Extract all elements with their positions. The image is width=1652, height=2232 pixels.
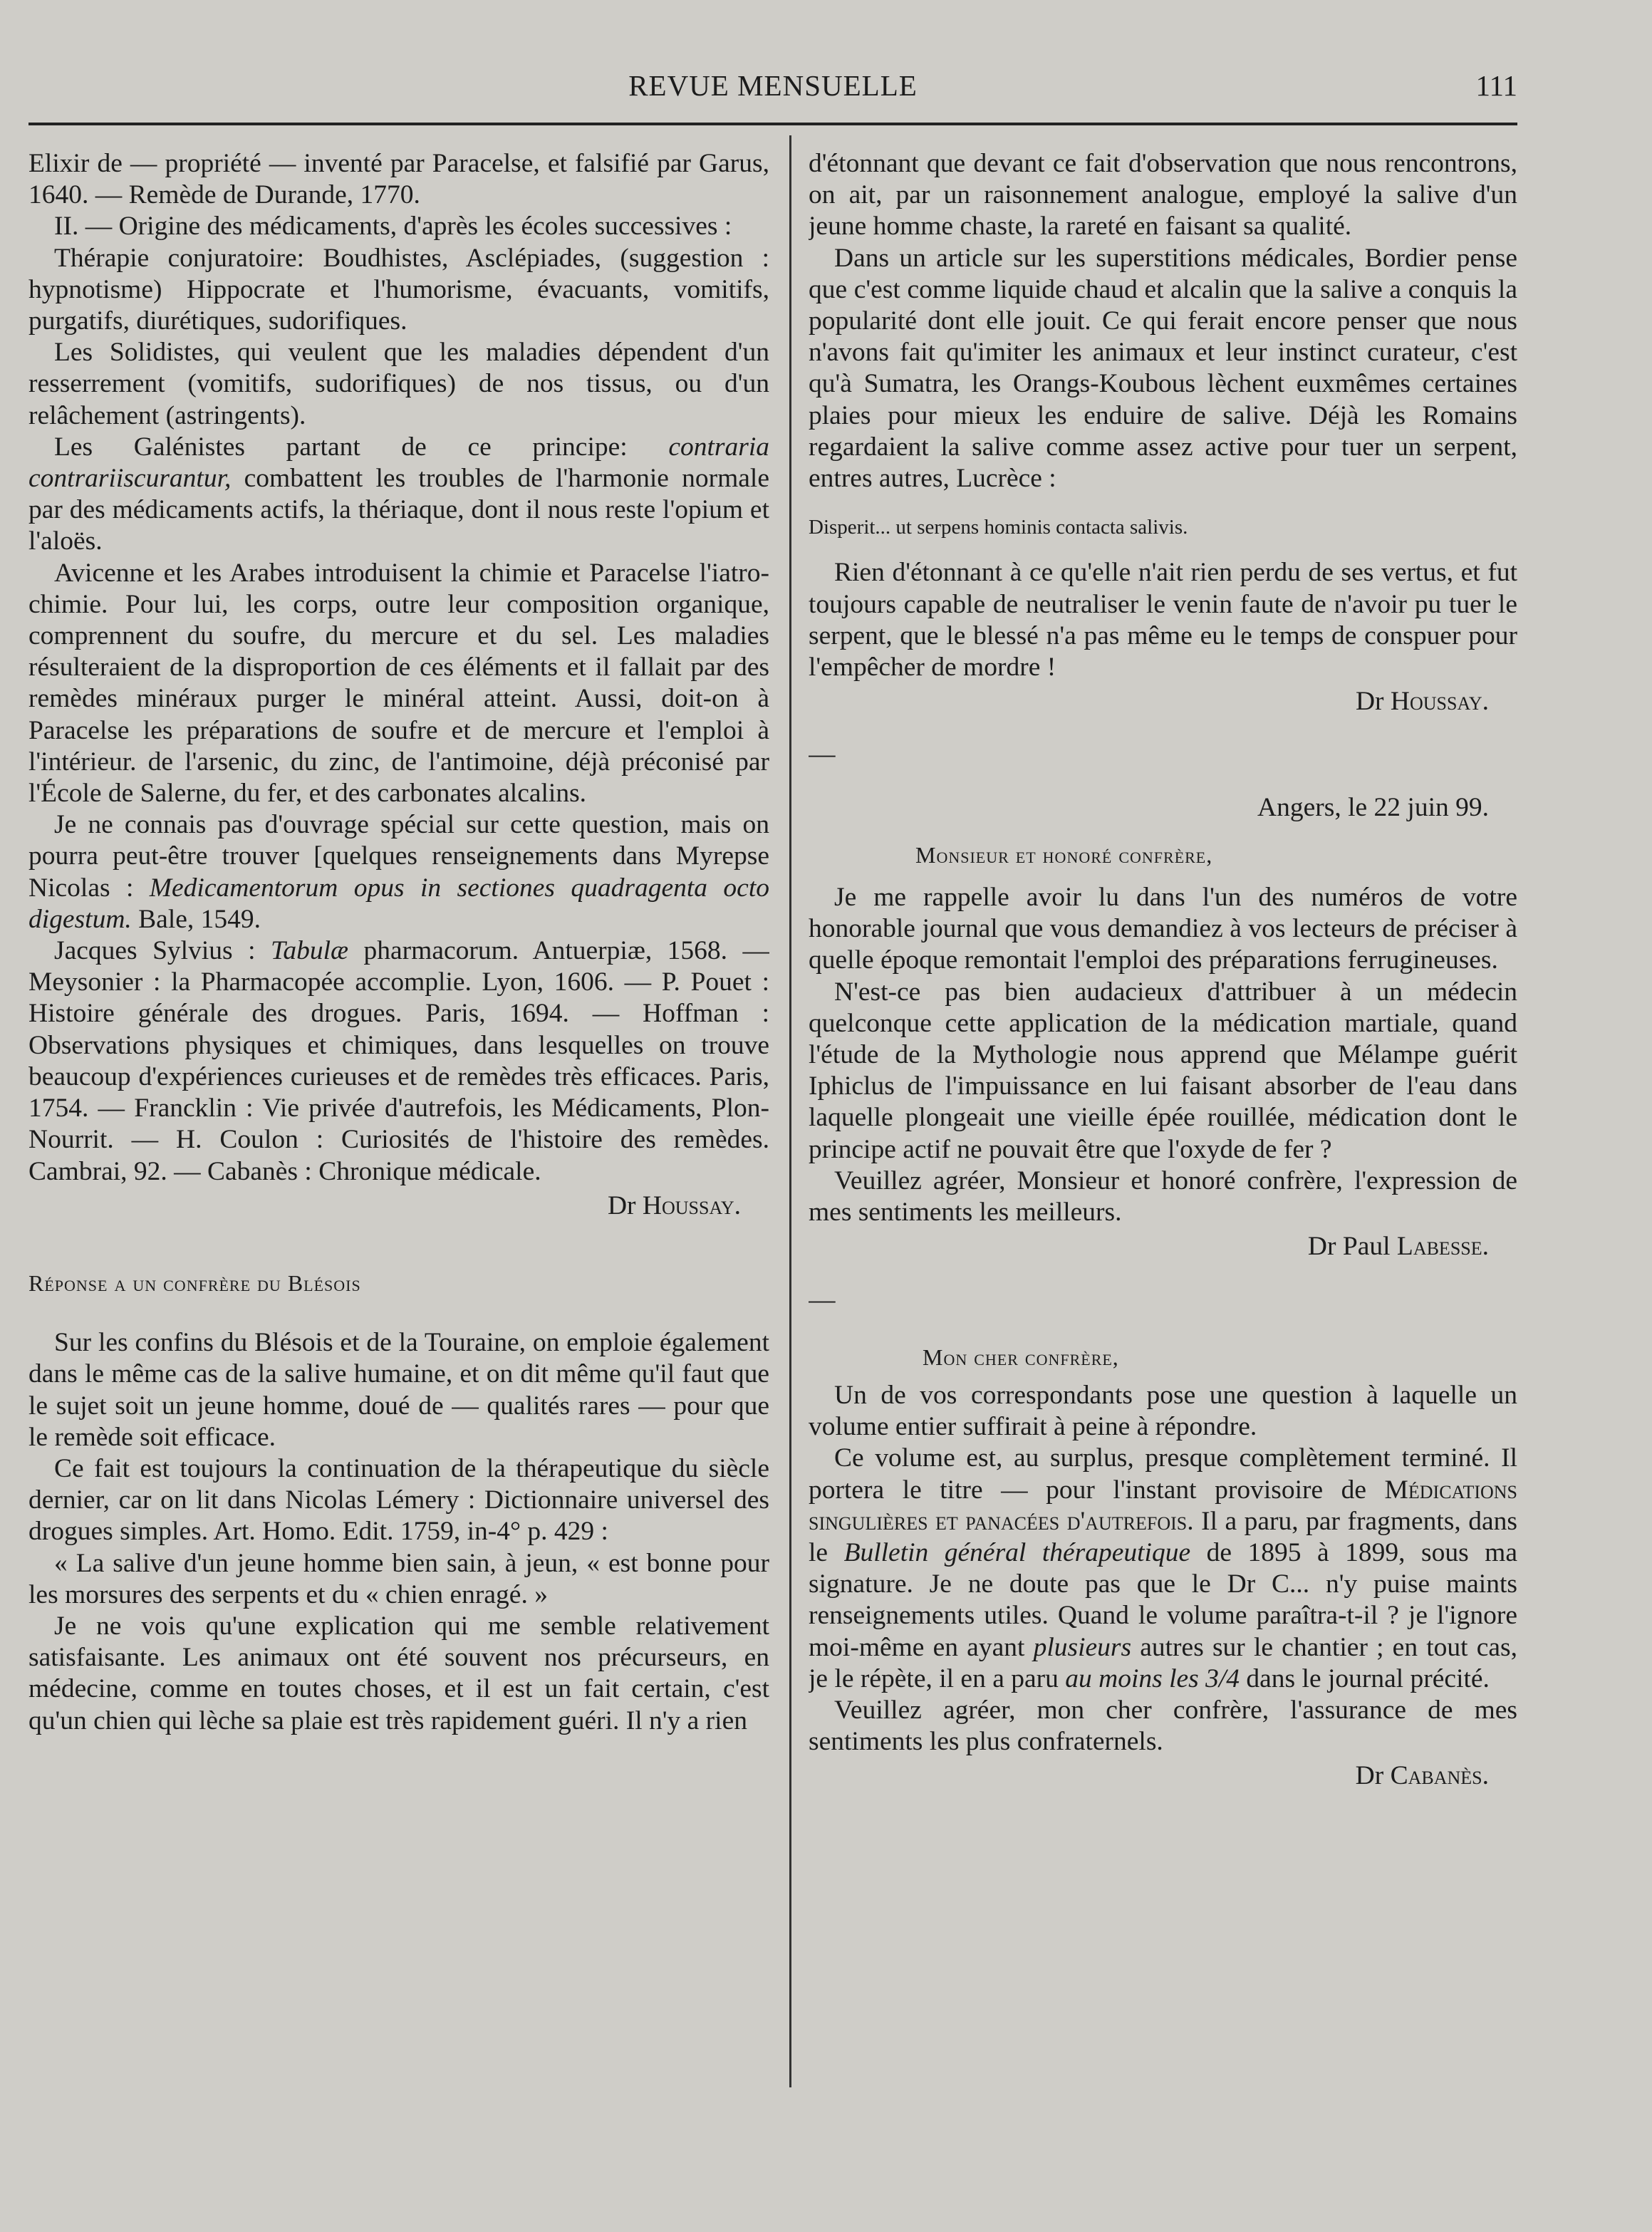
latin-phrase: contraria contrariiscurantur, — [28, 432, 769, 494]
salutation: Monsieur et honoré confrère, — [915, 841, 1213, 868]
signature — [809, 1760, 1517, 1792]
paragraph: Veuillez agréer, Monsieur et honoré confrère, l'expression de mes sentiments les meilleurs. — [809, 1166, 1517, 1227]
column-rule — [789, 135, 791, 2087]
text-run: Les Galénistes partant de ce principe: — [54, 432, 669, 462]
paragraph: Ce fait est toujours la continuation de la thérapeutique du siècle dernier, car on lit dans Nicolas Lémery : Dictionnaire universel des drogues simples. Art. Homo. Edit. 1759, in-4° p. 429 : — [28, 1453, 769, 1547]
text-run: Jacques Sylvius : — [54, 936, 271, 966]
paragraph: N'est-ce pas bien audacieux d'attribuer à un médecin quelconque cette application de la médication martiale, quand l'étude de la Mythologie nous apprend que Mélampe guérit Iphiclus de l'impuissance en lui faisant absorber de l'eau dans laquelle plongeait une vieille épée rouillée, médication dont le principe actif ne pouvait être que l'oxyde de fer ? — [809, 977, 1517, 1164]
paragraph: Avicenne et les Arabes introduisent la chimie et Paracelse l'iatro-chimie. Pour lui, les corps, outre leur composition organique, comprennent du soufre, du mercure et du sel. Les maladies résulteraient de la disproportion de ces éléments et il fallait par des remèdes minéraux purger le minéral atteint. Aussi, doit-on à Paracelse les préparations de soufre et de mercure et l'emploi à l'intérieur. de l'arsenic, du zinc, de l'antimoine, déjà préconisé par l'École de Salerne, du fer, et des carbonates alcalins. — [28, 558, 769, 809]
separator: — — [809, 739, 836, 769]
header-rule — [28, 123, 1517, 125]
signature — [809, 686, 1517, 717]
paragraph — [28, 809, 769, 935]
book-title: Médications singulières et panacées d'autrefois. — [809, 1475, 1517, 1536]
signature-prefix: Dr — [1355, 687, 1391, 717]
text-run: Bale, 1549. — [131, 904, 261, 934]
text-run: combattent les troubles de l'harmonie normale par des médicaments actifs, la thériaque, dont il nous reste l'opium et l'aloës. — [28, 464, 769, 556]
latin-verse: Disperit... ut serpens hominis contacta salivis. — [809, 516, 1188, 539]
text-run: pharmacorum. Antuerpiæ, 1568. — Meysonier : la Pharmacopée accomplie. Lyon, 1606. — P. Pouet : Histoire générale des drogues. Paris, 1694. — Hoffman : Observations physiques et chimiques, dans lesquelles on trouve beaucoup d'expériences curieuses et de remèdes très efficaces. Paris, 1754. — Francklin : Vie privée d'autrefois, les Médicaments, Plon-Nourrit. — H. Coulon : Curiosités de l'histoire des remèdes. Cambrai, 92. — Cabanès : Chronique médicale. — [28, 936, 769, 1186]
text-run: Je ne connais pas d'ouvrage spécial sur cette question, mais on pourra peut-être trouver [quelques renseignements dans Myrepse Nicolas : — [28, 810, 769, 903]
signature — [809, 1231, 1517, 1262]
paragraph: Sur les confins du Blésois et de la Touraine, on emploie également dans le même cas de la salive humaine, et on dit même qu'il faut que le sujet soit un jeune homme, doué de — qualités rares — pour que le remède soit efficace. — [28, 1328, 769, 1452]
signature-prefix: Dr — [607, 1190, 643, 1220]
paragraph: Thérapie conjuratoire: Boudhistes, Asclépiades, (suggestion : hypnotisme) Hippocrate et l'humorisme, évacuants, vomitifs, purgatifs, diurétiques, sudorifiques. — [28, 243, 769, 336]
left-column — [28, 148, 769, 2114]
signature — [28, 1190, 769, 1222]
emphasis: plusieurs — [1033, 1632, 1132, 1662]
paragraph: II. — Origine des médicaments, d'après les écoles successives : — [54, 212, 732, 242]
salutation: Mon cher confrère, — [923, 1344, 1119, 1370]
signature-name: Labesse. — [1396, 1232, 1489, 1262]
signature-name: Houssay. — [1390, 687, 1489, 717]
quotation: « La salive d'un jeune homme bien sain, à jeun, « est bonne pour les morsures des serpents et du « chien enragé. » — [28, 1548, 769, 1609]
text-run: dans le journal précité. — [1240, 1663, 1490, 1693]
paragraph — [28, 432, 769, 558]
paragraph: Veuillez agréer, mon cher confrère, l'assurance de mes sentiments les plus confraternels. — [809, 1695, 1517, 1757]
text-run: Ce volume est, au surplus, presque complètement terminé. Il portera le titre — pour l'instant provisoire de — [809, 1443, 1517, 1505]
paragraph: Les Solidistes, qui veulent que les maladies dépendent d'un resserrement (vomitifs, sudorifiques) de nos tissus, ou d'un relâchement (astringents). — [28, 338, 769, 430]
paragraph: Je me rappelle avoir lu dans l'un des numéros de votre honorable journal que vous demandiez à vos lecteurs de préciser à quelle époque remontait l'emploi des préparations ferrugineuses. — [809, 883, 1517, 975]
paragraph: Dans un article sur les superstitions médicales, Bordier pense que c'est comme liquide chaud et alcalin que la salive a conquis la popularité dont elle jouit. Ce qui ferait encore penser que nous n'avons fait qu'imiter les animaux et leur instinct curateur, c'est qu'à Sumatra, les Orangs-Koubous lèchent euxmêmes certaines plaies pour mieux les enduire de salive. Déjà les Romains regardaient la salive comme assez active pour tuer un serpent, entres autres, Lucrèce : — [809, 243, 1517, 494]
page-header — [28, 68, 1517, 118]
emphasis: au moins les 3/4 — [1065, 1663, 1240, 1693]
journal-title: Bulletin général thérapeutique — [843, 1537, 1191, 1567]
paragraph: Rien d'étonnant à ce qu'elle n'ait rien perdu de ses vertus, et fut toujours capable de neutraliser le venin faute de n'avoir pu tuer le serpent, que le blessé n'a pas même eu le temps de conspuer pour l'empêcher de mordre ! — [809, 558, 1517, 682]
signature-prefix: Dr Paul — [1307, 1232, 1397, 1262]
right-column — [809, 148, 1517, 2114]
paragraph — [28, 935, 769, 1188]
separator: — — [809, 1284, 836, 1314]
paragraph: d'étonnant que devant ce fait d'observation que nous rencontrons, on ait, par un raisonnement analogue, employé la salive d'un jeune homme chaste, la rareté en faisant sa qualité. — [809, 149, 1517, 242]
place-date: Angers, le 22 juin 99. — [1257, 792, 1489, 822]
paragraph — [809, 1443, 1517, 1695]
book-title: Medicamentorum opus in sectiones quadragenta octo digestum. — [28, 873, 769, 934]
text-run: Il a paru, par fragments, dans le — [809, 1506, 1517, 1567]
paragraph: Elixir de — propriété — inventé par Paracelse, et falsifié par Garus, 1640. — Remède de Durande, 1770. — [28, 149, 769, 210]
book-title: Tabulæ — [270, 936, 349, 966]
paragraph: Je ne vois qu'une explication qui me semble relativement satisfaisante. Les animaux ont été souvent nos précurseurs, en médecine, comme en toutes choses, et il est un fait certain, c'est qu'un chien qui lèche sa plaie est très rapidement guéri. Il n'y a rien — [28, 1611, 769, 1735]
text-run: de 1895 à 1899, sous ma signature. Je ne doute pas que le Dr C... n'y puise maints renseignements utiles. Quand le volume paraîtra-t-il ? je l'ignore moi-même en ayant — [809, 1537, 1517, 1662]
page-number: 111 — [1475, 69, 1517, 102]
running-title: REVUE MENSUELLE — [628, 69, 918, 102]
signature-name: Houssay. — [642, 1190, 741, 1220]
text-run: autres sur le chantier ; en tout cas, je le répète, il en a paru — [809, 1632, 1517, 1693]
signature-name: Cabanès. — [1390, 1761, 1489, 1791]
section-title: Réponse a un confrère du Blésois — [28, 1270, 361, 1296]
signature-prefix: Dr — [1355, 1761, 1391, 1791]
paragraph: Un de vos correspondants pose une question à laquelle un volume entier suffirait à peine à répondre. — [809, 1380, 1517, 1442]
